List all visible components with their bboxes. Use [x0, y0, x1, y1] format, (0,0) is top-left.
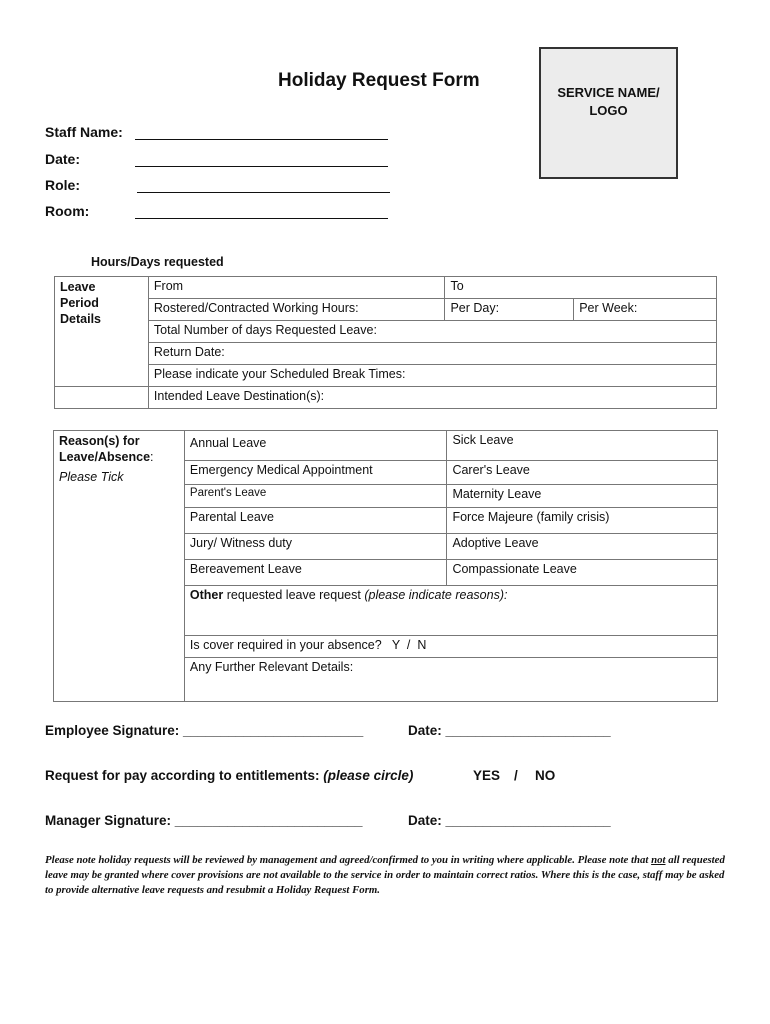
reasons-table	[53, 430, 718, 702]
note-part-1: Please note holiday requests will be reviewed by management and agreed/confirmed to you in writing where applicable. Please note that	[45, 854, 652, 866]
leave-period-table	[54, 276, 717, 409]
date-field[interactable]	[135, 166, 388, 167]
other-label-bold: Other	[189, 588, 224, 602]
per-day-cell[interactable]: Per Day:	[445, 299, 574, 321]
footer-note	[45, 853, 727, 898]
leave-period-label	[55, 277, 149, 387]
employee-signature-field[interactable]: Employee Signature: ________________________	[45, 723, 364, 738]
date-label: Date:	[45, 151, 81, 167]
please-tick-note: Please Tick	[59, 470, 124, 484]
blank-label-cell	[55, 387, 149, 409]
from-cell[interactable]: From	[148, 277, 445, 299]
no-option[interactable]: NO	[535, 768, 556, 783]
staff-name-field[interactable]	[135, 139, 388, 140]
reason-option[interactable]: Jury/ Witness duty	[184, 534, 447, 560]
role-field[interactable]	[137, 192, 390, 193]
logo-line-2: LOGO	[589, 103, 628, 118]
hours-section-title: Hours/Days requested	[91, 255, 224, 269]
reasons-label-line-2: Leave/Absence	[59, 450, 151, 464]
note-not-word: not	[651, 854, 666, 866]
leave-period-label-line-2: Period	[60, 296, 99, 310]
pay-request-text: Request for pay according to entitlements:	[45, 768, 324, 783]
return-date-cell[interactable]: Return Date:	[148, 343, 716, 365]
staff-name-label: Staff Name:	[45, 124, 123, 140]
reason-option[interactable]: Bereavement Leave	[184, 560, 447, 586]
destination-cell[interactable]: Intended Leave Destination(s):	[148, 387, 716, 409]
form-title: Holiday Request Form	[278, 70, 480, 91]
reasons-label	[54, 431, 185, 702]
reason-option[interactable]: Parental Leave	[184, 508, 447, 534]
other-reason-cell[interactable]	[184, 586, 717, 636]
note-part-2: all requested leave may be granted where cover provisions are not available to the service in order to maintain correct ratios. Where this is the case, staff may be asked to provide alternative leave requests and resubmit a Holiday Request Form.	[45, 854, 725, 896]
yes-option[interactable]: YES	[473, 768, 501, 783]
service-logo-placeholder	[539, 47, 678, 179]
room-label: Room:	[45, 203, 90, 219]
other-label-italic: (please indicate reasons):	[364, 588, 508, 602]
per-week-cell[interactable]: Per Week:	[574, 299, 717, 321]
leave-period-label-line-3: Details	[60, 312, 101, 326]
reason-option[interactable]: Emergency Medical Appointment	[184, 461, 447, 485]
logo-line-1: SERVICE NAME/	[557, 85, 660, 100]
further-details-cell[interactable]: Any Further Relevant Details:	[184, 658, 717, 702]
room-field[interactable]	[135, 218, 388, 219]
reason-option[interactable]: Parent's Leave	[184, 485, 447, 508]
employee-date-field[interactable]: Date: ______________________	[408, 723, 611, 738]
reason-option[interactable]: Adoptive Leave	[447, 534, 718, 560]
cover-required-cell[interactable]	[184, 636, 717, 658]
reasons-label-line-1: Reason(s) for	[59, 434, 140, 448]
role-label: Role:	[45, 177, 80, 193]
rostered-hours-cell[interactable]: Rostered/Contracted Working Hours:	[148, 299, 445, 321]
manager-signature-field[interactable]: Manager Signature: _________________________	[45, 813, 363, 828]
to-cell[interactable]: To	[445, 277, 717, 299]
reason-option[interactable]: Force Majeure (family crisis)	[447, 508, 718, 534]
manager-date-field[interactable]: Date: ______________________	[408, 813, 611, 828]
reason-option[interactable]: Compassionate Leave	[447, 560, 718, 586]
pay-request-italic: (please circle)	[323, 768, 414, 783]
break-times-cell[interactable]: Please indicate your Scheduled Break Times:	[148, 365, 716, 387]
reasons-label-colon: :	[150, 450, 154, 464]
reason-option[interactable]: Sick Leave	[447, 431, 718, 461]
cover-required-text: Is cover required in your absence? Y / N	[189, 638, 427, 652]
total-days-cell[interactable]: Total Number of days Requested Leave:	[148, 321, 716, 343]
yes-no-separator: /	[514, 768, 518, 783]
reason-option[interactable]: Carer's Leave	[447, 461, 718, 485]
reason-option[interactable]: Annual Leave	[184, 431, 447, 461]
other-label-text: requested leave request	[223, 588, 365, 602]
leave-period-label-line-1: Leave	[60, 280, 96, 294]
reason-option[interactable]: Maternity Leave	[447, 485, 718, 508]
pay-request-label	[45, 768, 413, 783]
